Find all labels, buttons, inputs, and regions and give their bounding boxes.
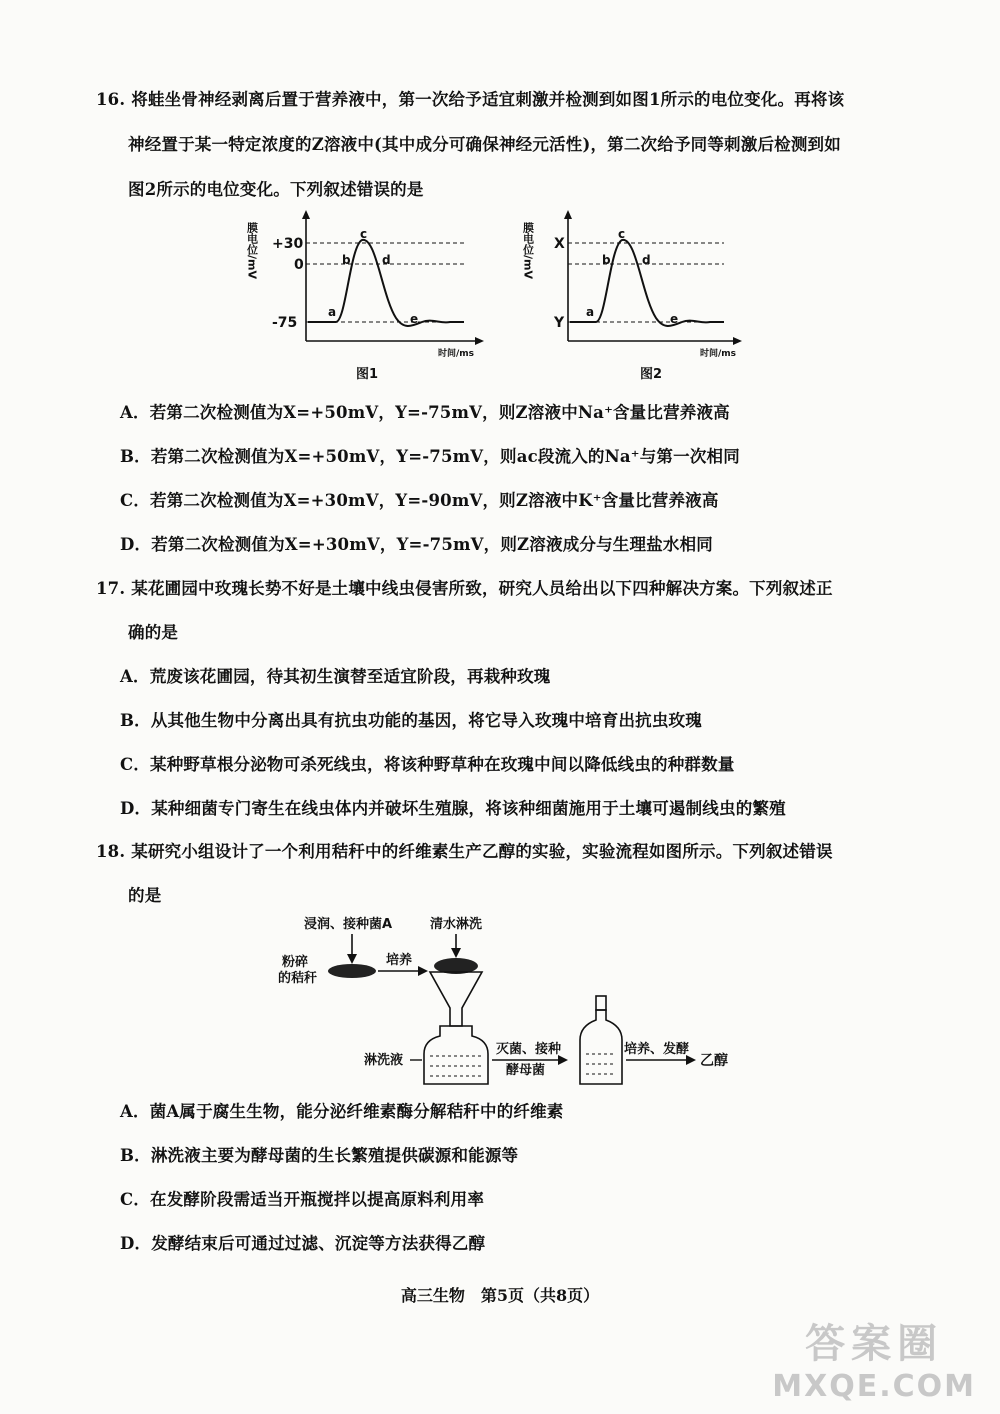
label-ferment: 培养、发酵 <box>624 1042 690 1057</box>
q18-stem-line1: 18. 某研究小组设计了一个利用秸秆中的纤维素生产乙醇的实验，实验流程如图所示。下列叙述错误 <box>96 842 833 861</box>
label-culture: 培养 <box>386 953 413 968</box>
fig1-tick-plus30: +30 <box>272 236 304 252</box>
fig1-caption: 图1 <box>356 367 379 382</box>
funnel <box>430 972 482 1026</box>
watermark-top: 答案圈 <box>805 1321 944 1367</box>
q18-option-c: C．在发酵阶段需适当开瓶搅拌以提高原料利用率 <box>120 1190 485 1209</box>
figure-2 <box>512 206 772 386</box>
q17-option-a: A．荒废该花圃园，待其初生演替至适宜阶段，再栽种玫瑰 <box>120 667 551 686</box>
fig2-x-arrow <box>733 337 742 345</box>
flask-2-cap <box>596 996 606 1010</box>
arrow-step2-head <box>451 948 461 958</box>
page-footer: 高三生物 第5页（共8页） <box>400 1286 600 1305</box>
fig1-y-arrow <box>302 210 310 219</box>
fig1-point-d: d <box>382 253 391 267</box>
q18-option-a: A．菌A属于腐生生物，能分泌纤维素酶分解秸秆中的纤维素 <box>120 1102 564 1121</box>
q16-option-d: D．若第二次检测值为X=+30mV，Y=-75mV，则Z溶液成分与生理盐水相同 <box>120 535 714 554</box>
fig2-y-arrow <box>564 210 572 219</box>
fig1-point-e: e <box>410 312 419 326</box>
watermark-bottom: MXQE.COM <box>772 1369 976 1404</box>
label-product: 乙醇 <box>700 1053 728 1069</box>
fig1-x-arrow <box>475 337 484 345</box>
fig2-xlabel: 时间/ms <box>700 349 737 359</box>
flask-2 <box>580 1010 622 1084</box>
fig2-point-a: a <box>586 305 595 319</box>
q17-stem-line2: 确的是 <box>128 623 179 642</box>
q18-option-b: B．淋洗液主要为酵母菌的生长繁殖提供碳源和能源等 <box>120 1146 519 1165</box>
straw-tray <box>328 964 376 978</box>
q17-option-d: D．某种细菌专门寄生在线虫体内并破坏生殖腺，将该种细菌施用于土壤可遏制线虫的繁殖 <box>120 799 786 818</box>
q17-option-c: C．某种野草根分泌物可杀死线虫，将该种野草种在玫瑰中间以降低线虫的种群数量 <box>120 755 735 774</box>
fig2-point-e: e <box>670 312 679 326</box>
flask-1 <box>424 1026 488 1084</box>
fig1-point-c: c <box>360 227 368 241</box>
fig2-point-b: b <box>602 253 611 267</box>
fig1-point-b: b <box>342 253 351 267</box>
q17-option-b: B．从其他生物中分离出具有抗虫功能的基因，将它导入玫瑰中培育出抗虫玫瑰 <box>120 711 702 730</box>
q16-option-a: A．若第二次检测值为X=+50mV，Y=-75mV，则Z溶液中Na⁺含量比营养液高 <box>120 403 730 422</box>
q16-option-c: C．若第二次检测值为X=+30mV，Y=-90mV，则Z溶液中K⁺含量比营养液高 <box>120 491 719 510</box>
watermark <box>772 1312 976 1404</box>
fig2-point-d: d <box>642 253 651 267</box>
q18-stem-line2: 的是 <box>128 886 162 905</box>
q16-option-b: B．若第二次检测值为X=+50mV，Y=-75mV，则ac段流入的Na⁺与第一次相同 <box>120 447 740 466</box>
arrow-culture-head <box>418 966 428 976</box>
arrow-step1-head <box>347 954 357 964</box>
fig1-tick-0: 0 <box>294 257 304 273</box>
q17-stem-line1: 17. 某花圃园中玫瑰长势不好是土壤中线虫侵害所致，研究人员给出以下四种解决方案。下列叙述正 <box>96 579 833 598</box>
fig1-xlabel: 时间/ms <box>438 349 475 359</box>
fig1-point-a: a <box>328 305 337 319</box>
label-input-line1: 粉碎 <box>282 955 309 970</box>
fig2-tick-y: Y <box>554 315 565 331</box>
label-arrow-top: 灭菌、接种 <box>496 1042 562 1057</box>
label-input-line2: 的秸秆 <box>278 971 318 986</box>
label-liquid: 淋洗液 <box>364 1053 404 1068</box>
fig2-ylabel: 膜电位/mV <box>521 222 535 279</box>
fig1-tick-minus75: -75 <box>272 315 298 331</box>
fig2-point-c: c <box>618 227 626 241</box>
fig2-caption: 图2 <box>640 367 663 382</box>
fig1-ylabel: 膜电位/mV <box>245 222 259 279</box>
fig2-tick-x: X <box>554 236 565 252</box>
q16-stem-line2: 神经置于某一特定浓度的Z溶液中(其中成分可确保神经元活性)，第二次给予同等刺激后检测到如 <box>128 135 841 154</box>
ethanol-flow-diagram <box>270 908 750 1088</box>
figure-1 <box>236 206 496 386</box>
label-arrow-bottom: 酵母菌 <box>506 1063 546 1078</box>
q18-option-d: D．发酵结束后可通过过滤、沉淀等方法获得乙醇 <box>120 1234 486 1253</box>
q16-stem-line1: 16. 将蛙坐骨神经剥离后置于营养液中，第一次给予适宜刺激并检测到如图1所示的电位变化。再将该 <box>96 90 845 109</box>
label-step2: 清水淋洗 <box>430 917 483 932</box>
q16-stem-line3: 图2所示的电位变化。下列叙述错误的是 <box>128 180 424 199</box>
label-step1: 浸润、接种菌A <box>304 917 393 932</box>
